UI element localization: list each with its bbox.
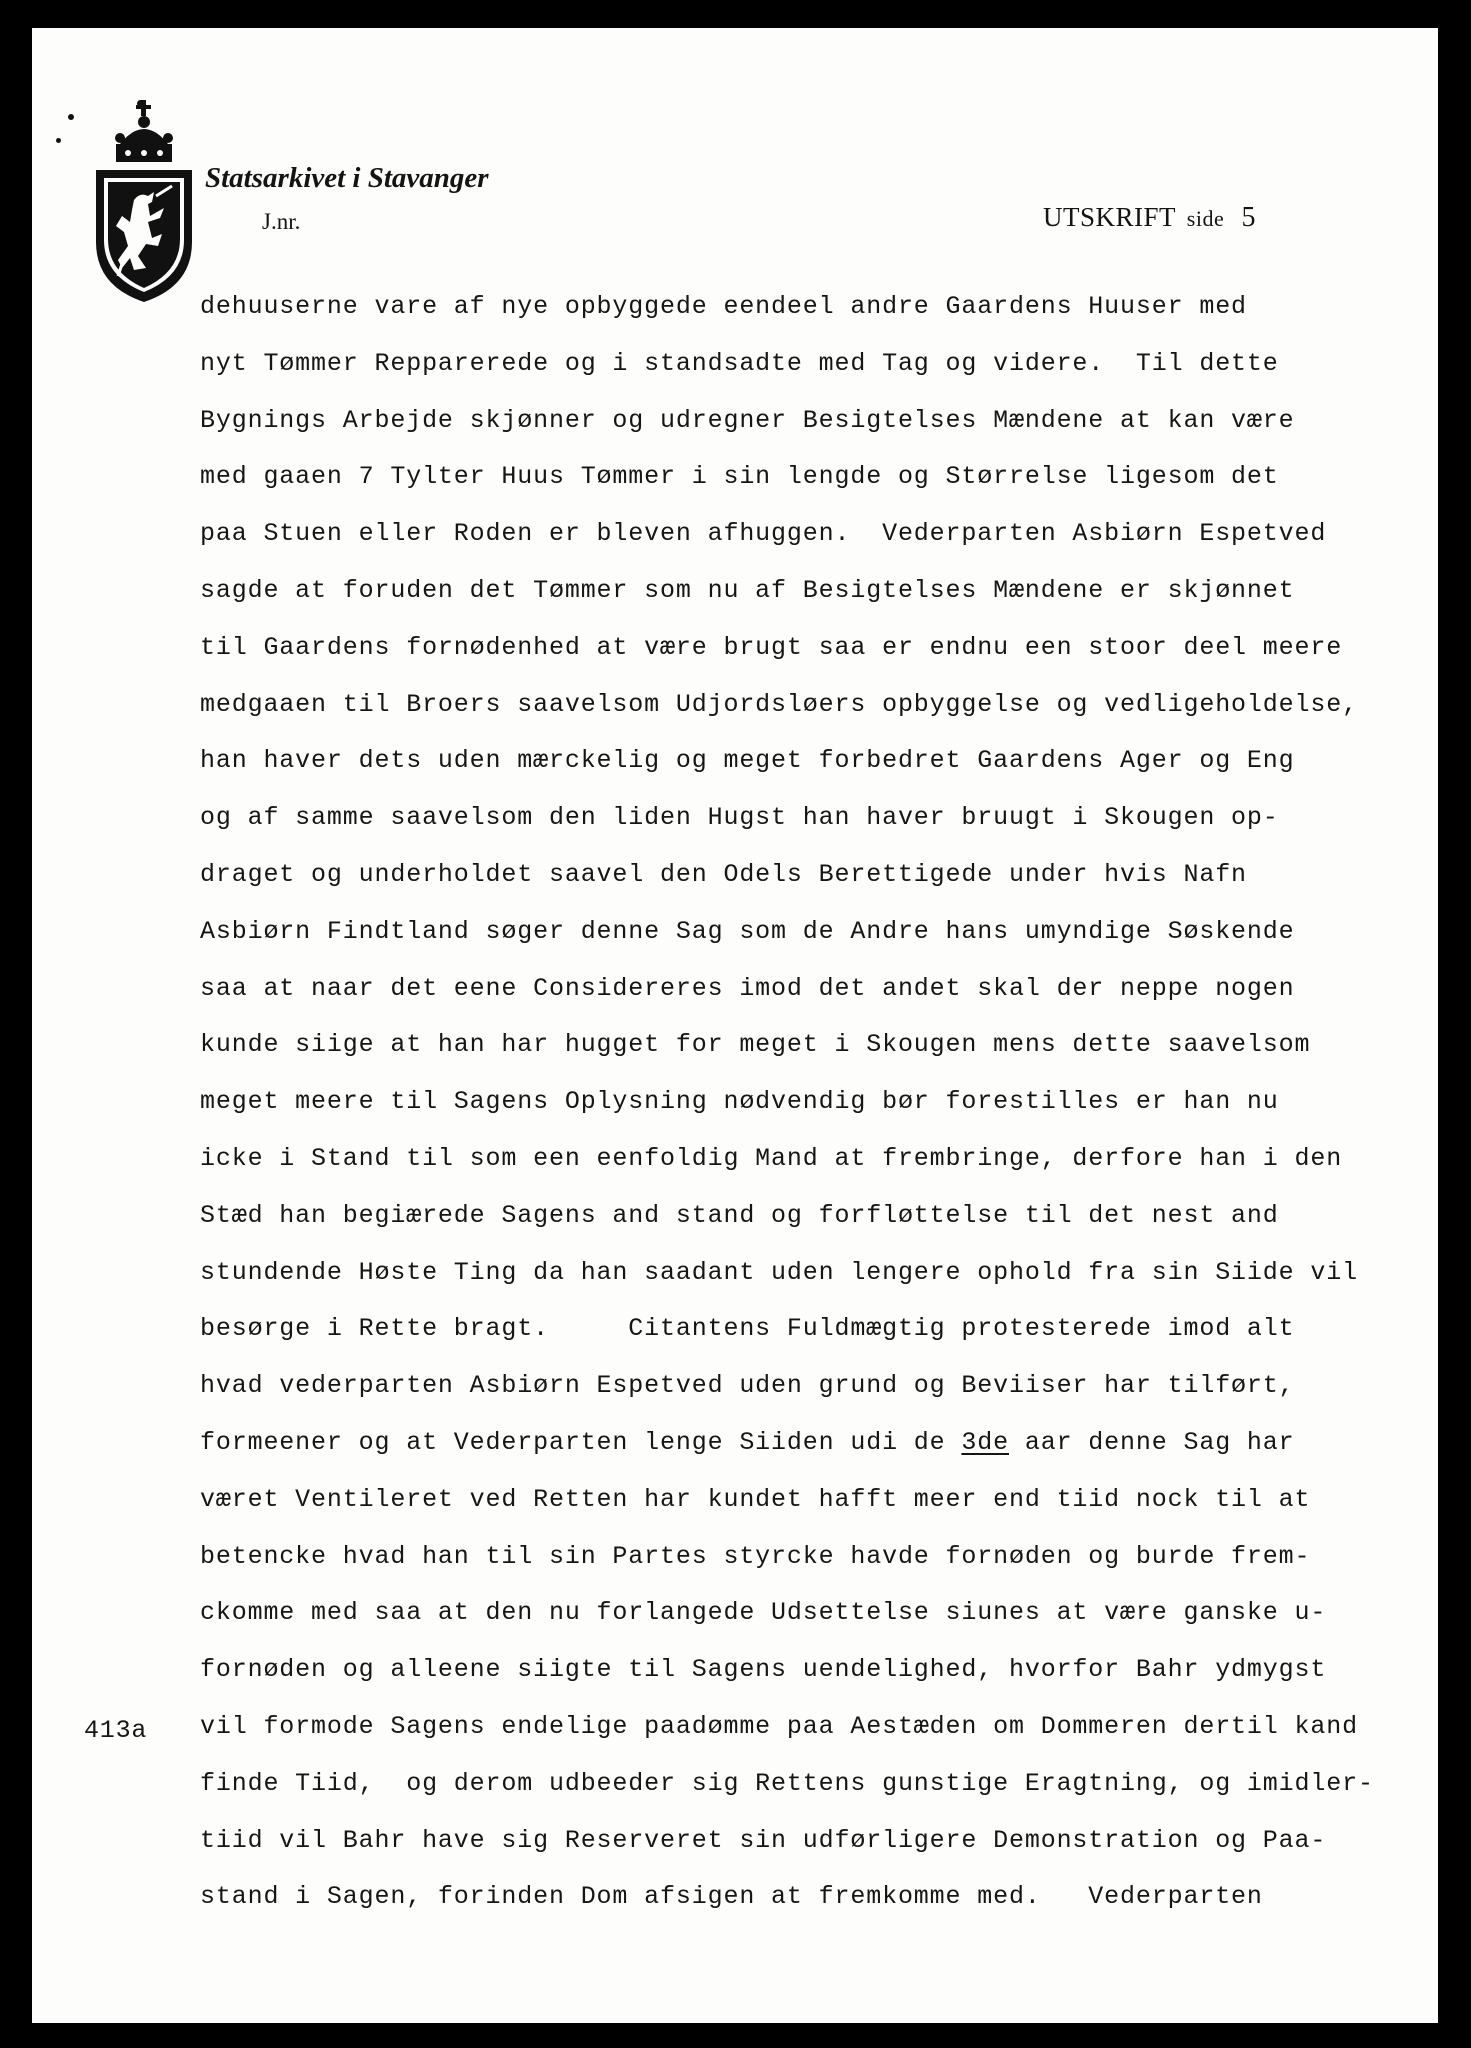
text-line: og af samme saavelsom den liden Hugst han haver bruugt i Skougen op-: [200, 803, 1279, 833]
archive-name: Statsarkivet i Stavanger: [205, 162, 489, 194]
text-line: draget og underholdet saavel den Odels Berettigede under hvis Nafn: [200, 859, 1247, 889]
text-line: saa at naar det eene Considereres imod det andet skal der neppe nogen: [200, 973, 1295, 1003]
ink-speck: [56, 138, 61, 143]
transcription-body: [200, 292, 1374, 1939]
text-line: vil formode Sagens endelige paadømme paa Aestæden om Dommeren dertil kand: [200, 1711, 1358, 1741]
text-line: medgaaen til Broers saavelsom Udjordsløers opbyggelse og vedligeholdelse,: [200, 689, 1358, 719]
text-line: icke i Stand til som een eenfoldig Mand at frembringe, derfore han i den: [200, 1143, 1343, 1173]
text-line: besørge i Rette bragt. Citantens Fuldmægtig protesterede imod alt: [200, 1314, 1295, 1344]
text-line: Asbiørn Findtland søger denne Sag som de Andre hans umyndige Søskende: [200, 916, 1295, 946]
transcript-label: UTSKRIFT: [1043, 202, 1176, 232]
text-line: sagde at foruden det Tømmer som nu af Besigtelses Mændene er skjønnet: [200, 575, 1295, 605]
text-line: ckomme med saa at den nu forlangede Udsettelse siunes at være ganske u-: [200, 1598, 1327, 1628]
text-line: finde Tiid, og derom udbeeder sig Rettens gunstige Eragtning, og imidler-: [200, 1768, 1374, 1798]
text-line: hvad vederparten Asbiørn Espetved uden grund og Beviiser har tilført,: [200, 1371, 1295, 1401]
text-line: Stæd han begiærede Sagens and stand og forfløttelse til det nest and: [200, 1200, 1279, 1230]
text-line: meget meere til Sagens Oplysning nødvendig bør forestilles er han nu: [200, 1087, 1279, 1117]
text-line: til Gaardens fornødenhed at være brugt saa er endnu een stoor deel meere: [200, 632, 1343, 662]
text-line: paa Stuen eller Roden er bleven afhuggen. Vederparten Asbiørn Espetved: [200, 519, 1327, 549]
text-line: Bygnings Arbejde skjønner og udregner Besigtelses Mændene at kan være: [200, 405, 1295, 435]
ink-speck: [68, 114, 74, 120]
norwegian-coat-of-arms-lion-icon: [90, 100, 198, 306]
text-line: stand i Sagen, forinden Dom afsigen at fremkomme med. Vederparten: [200, 1882, 1263, 1912]
text-line: kunde siige at han har hugget for meget i Skougen mens dette saavelsom: [200, 1030, 1311, 1060]
transcript-page-header: [1043, 202, 1256, 234]
text-segment: aar denne Sag har: [1009, 1427, 1295, 1457]
text-line: han haver dets uden mærckelig og meget forbedret Gaardens Ager og Eng: [200, 746, 1295, 776]
text-line: fornøden og alleene siigte til Sagens uendelighed, hvorfor Bahr ydmygst: [200, 1655, 1327, 1685]
text-line: stundende Høste Ting da han saadant uden lengere ophold fra sin Siide vil: [200, 1257, 1358, 1287]
text-segment: formeener og at Vederparten lenge Siiden udi de: [200, 1427, 962, 1457]
text-line: betencke hvad han til sin Partes styrcke havde fornøden og burde frem-: [200, 1541, 1311, 1571]
underlined-ordinal: 3de: [961, 1427, 1009, 1457]
journal-number-label: J.nr.: [262, 209, 301, 234]
text-line: tiid vil Bahr have sig Reserveret sin udførligere Demonstration og Paa-: [200, 1825, 1327, 1855]
text-line: dehuuserne vare af nye opbyggede eendeel andre Gaardens Huuser med: [200, 292, 1247, 321]
text-line: [200, 1428, 1374, 1485]
text-line: nyt Tømmer Repparerede og i standsadte med Tag og videre. Til dette: [200, 348, 1279, 378]
page-number: 5: [1241, 202, 1256, 233]
document-page: [32, 28, 1438, 2023]
text-line: med gaaen 7 Tylter Huus Tømmer i sin lengde og Størrelse ligesom det: [200, 462, 1279, 492]
side-label: side: [1186, 206, 1225, 231]
text-line: været Ventileret ved Retten har kundet hafft meer end tiid nock til at: [200, 1484, 1311, 1514]
margin-note: 413a: [84, 1716, 148, 1745]
